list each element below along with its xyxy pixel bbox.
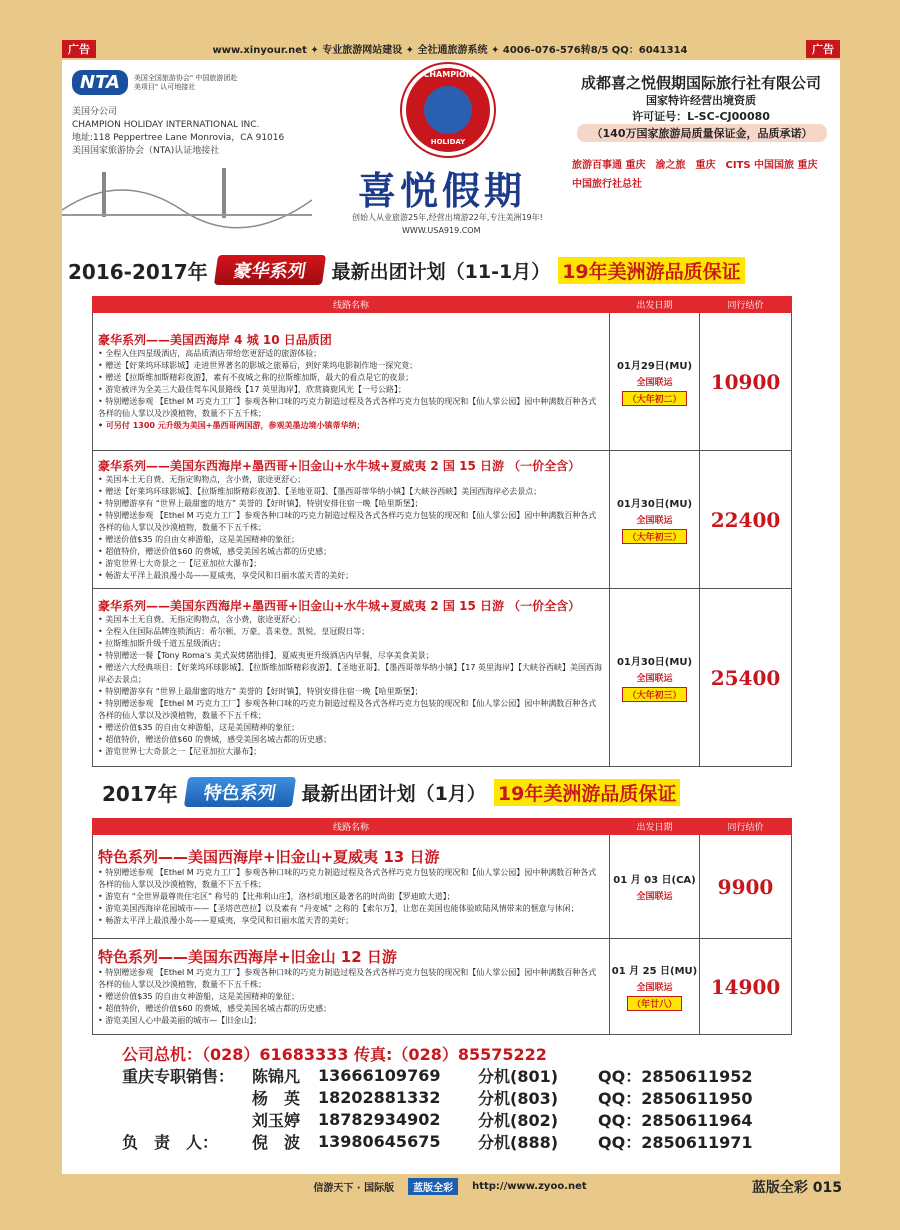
list-item: • 游览被评为全美三大最佳驾车风景路线【17 英里海岸】，欣赏旖旎风光【一号公路】； (98, 384, 604, 396)
badge-bottom-text: HOLIDAY (430, 138, 466, 146)
departure-date: 01月30日(MU) (616, 499, 693, 510)
route-title: 豪华系列——美国西海岸 4 城 10 日品质团 (98, 332, 332, 347)
departure-date: 01 月 25 日(MU) (611, 966, 698, 977)
contact-qq: QQ：2850611964 (598, 1110, 753, 1130)
list-item: • 美国本土无自费、无指定购物点，含小费，旅途更舒心； (98, 474, 604, 486)
branch-line: CHAMPION HOLIDAY INTERNATIONAL INC. (72, 120, 260, 130)
section-year: 2016-2017年 (68, 259, 208, 284)
region-label: 全国联运 (636, 674, 673, 684)
contact-row (122, 1064, 822, 1086)
nta-sub-line: 美国全国旅游协会" 中国旅游团赴 (133, 73, 238, 82)
list-item: • 赠送价值$35 的自由女神游船，这是美国精神的象征； (98, 534, 604, 546)
series-ribbon: 豪华系列 (214, 255, 326, 285)
list-item: • 全程入住国际品牌连锁酒店：希尔顿、万豪、喜来登、凯悦、皇冠假日等； (98, 626, 604, 638)
hq-phone-fax: 公司总机：（028）61683333 传真:（028）85575222 (122, 1044, 547, 1064)
list-item: • 美国本土无自费、无指定购物点，含小费，旅途更舒心； (98, 614, 604, 626)
contact-ext: 分机(802) (478, 1110, 559, 1130)
list-item: • 特别赠游享有 “世界上最甜蜜的地方” 美誉的【好时镇】，特别安排住宿一晚【哈里斯堡】； (98, 498, 604, 510)
region-label: 全国联运 (636, 892, 673, 902)
contact-ext: 分机(801) (478, 1066, 559, 1086)
departure-date: 01月30日(MU) (616, 657, 693, 668)
col-price: 同行结价 (700, 819, 792, 835)
section1-title (68, 252, 846, 288)
departure-date: 01月29日(MU) (616, 361, 693, 372)
contact-role: 重庆专职销售： (122, 1066, 235, 1086)
header (62, 60, 840, 242)
contact-name: 杨 英 (252, 1088, 301, 1108)
contact-phone: 13980645675 (318, 1131, 441, 1151)
slogan: 创始人从业旅游25年,经营出境游22年,专注美洲19年! (352, 213, 543, 222)
holiday-badge: （大年初三） (622, 687, 686, 702)
holiday-badge: （大年初二） (622, 391, 686, 406)
contact-row (122, 1086, 822, 1108)
list-item: • 赠送【拉斯维加斯精彩夜游】，素有不夜城之称的拉斯维加斯，最大的看点是它的夜景； (98, 372, 604, 384)
ad-page (62, 60, 840, 1174)
route-title: 豪华系列——美国东西海岸+墨西哥+旧金山+水牛城+夏威夷 2 国 15 日游 （一价全含） (98, 458, 581, 473)
table-row (93, 589, 792, 767)
partner-logo: 旅游百事通 重庆 (572, 160, 646, 171)
contact-phone: 18782934902 (318, 1109, 441, 1129)
nta-sub-line: 美项目" 认可地接社 (133, 82, 196, 91)
footer-edition: 蓝版全彩 (408, 1178, 458, 1195)
page-number: 蓝版全彩 015 (751, 1180, 842, 1196)
quality-guarantee: 19年美洲游品质保证 (558, 257, 744, 284)
list-item: • 赠送价值$35 的自由女神游船，这是美国精神的象征； (98, 722, 604, 734)
list-item: • 特别赠送参观 【Ethel M 巧克力工厂】参观各种口味的巧克力制造过程及各式各样巧克力包装的现况和【仙人掌公园】园中种满数百种各式各样的仙人掌以及沙漠植物，数量不下五千株； (98, 867, 604, 891)
partner-logo: CITS 中国国旅 重庆 (725, 160, 818, 171)
price: 10900 (700, 313, 792, 451)
col-route: 线路名称 (93, 297, 610, 313)
contact-phone: 13666109769 (318, 1065, 441, 1085)
contact-qq: QQ：2850611950 (598, 1088, 753, 1108)
list-item: • 畅游太平洋上最浪漫小岛——夏威夷，享受风和日丽水蓝天青的美好； (98, 570, 604, 582)
contact-phone: 18202881332 (318, 1087, 441, 1107)
departure-date: 01 月 03 日(CA) (613, 875, 696, 886)
holiday-badge: （大年初三） (622, 529, 686, 544)
footer-url[interactable]: http://www.zyoo.net (472, 1180, 587, 1192)
table-row (93, 939, 792, 1035)
quality-guarantee: 19年美洲游品质保证 (494, 779, 680, 806)
partner-logos (572, 156, 834, 190)
list-item: • 特别赠送参观 【Ethel M 巧克力工厂】参观各种口味的巧克力制造过程及各式各样巧克力包装的现况和【仙人掌公园】园中种满数百种各式各样的仙人掌以及沙漠植物，数量不下五千株； (98, 396, 604, 420)
quality-deposit: （140万国家旅游局质量保证金，品质承诺） (577, 124, 827, 142)
list-item: • 赠送【好莱坞环球影城】走进世界著名的影城之旅幕后，到好莱坞电影制作地一探究竟； (98, 360, 604, 372)
list-item: • 游览美国西海岸花园城市——【圣塔芭芭拉】以及素有 “丹麦城” 之称的【索尔万】，让您在美国也能体验欧陆风情带来的惬意与休闲； (98, 903, 604, 915)
brand-name: 喜悦假期 (358, 168, 527, 213)
contact-qq: QQ：2850611971 (598, 1132, 753, 1152)
ad-tag-left: 广告 (62, 40, 96, 58)
list-item: • 赠送价值$35 的自由女神游船，这是美国精神的象征； (98, 991, 604, 1003)
list-item: • 特别赠送参观 【Ethel M 巧克力工厂】参观各种口味的巧克力制造过程及各式各样巧克力包装的现况和【仙人掌公园】园中种满数百种各式各样的仙人掌以及沙漠植物，数量不下五千株； (98, 510, 604, 534)
top-banner-text: www.xinyour.net ✦ 专业旅游网站建设 ✦ 全社通旅游系统 ✦ 4006-076-576转8/5 QQ：6041314 (212, 44, 688, 56)
price: 9900 (700, 835, 792, 939)
list-item: • 游览有 “全世界最尊贵住宅区” 称号的【比弗利山庄】，洛杉矶地区最著名的时尚街【罗迪欧大道】； (98, 891, 604, 903)
list-item: • 赠送六大经典项目：【好莱坞环球影城】、【拉斯维加斯精彩夜游】、【圣地亚哥】、【墨西哥蒂华纳小镇】【17 英里海岸】【大峡谷西峡】美国西海岸必去景点； (98, 662, 604, 686)
branch-line: 美国国家旅游协会（NTA)认证地接社 (72, 146, 220, 156)
license-qualification: 国家特许经营出境资质 (646, 94, 756, 107)
series-ribbon: 特色系列 (184, 777, 296, 807)
list-item: • 畅游太平洋上最浪漫小岛——夏威夷，享受风和日丽水蓝天青的美好； (98, 915, 604, 927)
col-route: 线路名称 (93, 819, 610, 835)
list-item: • 全程入住四星级酒店，高品质酒店带给您更舒适的旅游体验； (98, 348, 604, 360)
list-item: • 特别赠送参观 【Ethel M 巧克力工厂】参观各种口味的巧克力制造过程及各式各样巧克力包装的现况和【仙人掌公园】园中种满数百种各式各样的仙人掌以及沙漠植物，数量不下五千株； (98, 698, 604, 722)
list-item: • 超值特价，赠送价值$60 的费城，感受美国名城古都的历史感； (98, 734, 604, 746)
list-item: • 特别赠送参观 【Ethel M 巧克力工厂】参观各种口味的巧克力制造过程及各式各样巧克力包装的现况和【仙人掌公园】园中种满数百种各式各样的仙人掌以及沙漠植物，数量不下五千株； (98, 967, 604, 991)
footer-brand: 信游天下 · 国际版 (313, 1182, 395, 1194)
contact-name: 陈锦凡 (252, 1066, 301, 1086)
contact-role: 负 责 人： (122, 1132, 219, 1152)
price: 22400 (700, 451, 792, 589)
contact-ext: 分机(803) (478, 1088, 559, 1108)
partner-logo: 渝之旅 (655, 160, 686, 171)
table-row (93, 451, 792, 589)
list-item: • 游览美国人心中最美丽的城市—【旧金山】； (98, 1015, 604, 1027)
route-title: 特色系列——美国东西海岸+旧金山 12 日游 (98, 947, 397, 966)
branch-line: 美国分公司 (72, 107, 118, 117)
bridge-illustration (62, 160, 312, 230)
contact-name: 刘玉婷 (252, 1110, 301, 1130)
partner-logo: 重庆 (695, 160, 716, 171)
nta-logo: NTA (72, 70, 128, 95)
us-branch-info (72, 106, 284, 158)
luxury-table (92, 296, 792, 767)
feature-table (92, 818, 792, 1035)
website: WWW.USA919.COM (402, 226, 481, 235)
list-item: • 游览世界七大奇景之一【尼亚加拉大瀑布】； (98, 746, 604, 758)
list-item: • 游览世界七大奇景之一【尼亚加拉大瀑布】； (98, 558, 604, 570)
list-item: • 特别赠送一餐【Tony Roma's 美式炭烤猪肋排】，夏威夷更升级酒店内早餐，尽享美食美景； (98, 650, 604, 662)
section-year: 2017年 (102, 781, 178, 806)
list-item: • 特别赠游享有 “世界上最甜蜜的地方” 美誉的【好时镇】，特别安排住宿一晚【哈里斯堡】； (98, 686, 604, 698)
region-label: 全国联运 (636, 983, 673, 993)
ad-tag-right: 广告 (806, 40, 840, 58)
section-plan: 最新出团计划（11-1月） (331, 260, 551, 283)
col-price: 同行结价 (700, 297, 792, 313)
list-item: • 拉斯维加斯升级千道五星级酒店； (98, 638, 604, 650)
badge-top-text: CHAMPION (423, 70, 473, 79)
region-label: 全国联运 (636, 378, 673, 388)
contact-name: 倪 波 (252, 1132, 301, 1152)
col-date: 出发日期 (610, 819, 700, 835)
section2-title (102, 774, 880, 810)
contact-ext: 分机(888) (478, 1132, 559, 1152)
upgrade-note: • 可另付 1300 元升级为美国+墨西哥两国游，参观美墨边境小镇蒂华纳； (98, 420, 604, 432)
table-row (93, 835, 792, 939)
globe-icon (424, 86, 472, 134)
col-date: 出发日期 (610, 297, 700, 313)
branch-line: 地址:118 Peppertree Lane Monrovia，CA 91016 (72, 133, 285, 143)
list-item: • 超值特价，赠送价值$60 的费城，感受美国名城古都的历史感； (98, 1003, 604, 1015)
route-title: 特色系列——美国西海岸+旧金山+夏威夷 13 日游 (98, 847, 440, 866)
price: 14900 (700, 939, 792, 1035)
table-row (93, 313, 792, 451)
nta-logo-block (72, 70, 237, 95)
company-name: 成都喜之悦假期国际旅行社有限公司 (580, 74, 821, 92)
license-number: 许可证号：L-SC-CJ00080 (632, 110, 770, 123)
contact-qq: QQ：2850611952 (598, 1066, 753, 1086)
contact-row (122, 1108, 822, 1130)
contact-block (122, 1042, 822, 1152)
list-item: • 赠送【好莱坞环球影城】、【拉斯维加斯精彩夜游】、【圣地亚哥】、【墨西哥蒂华纳小镇】【大峡谷西峡】美国西海岸必去景点； (98, 486, 604, 498)
holiday-badge: （年廿八） (627, 996, 682, 1011)
contact-row (122, 1130, 822, 1152)
section-plan: 最新出团计划（1月） (301, 782, 486, 805)
route-title: 豪华系列——美国东西海岸+墨西哥+旧金山+水牛城+夏威夷 2 国 15 日游 （一价全含） (98, 598, 581, 613)
partner-logo: 中国旅行社总社 (572, 179, 642, 190)
champion-holiday-badge (402, 64, 494, 156)
list-item: • 超值特价，赠送价值$60 的费城，感受美国名城古都的历史感； (98, 546, 604, 558)
region-label: 全国联运 (636, 516, 673, 526)
price: 25400 (700, 589, 792, 767)
